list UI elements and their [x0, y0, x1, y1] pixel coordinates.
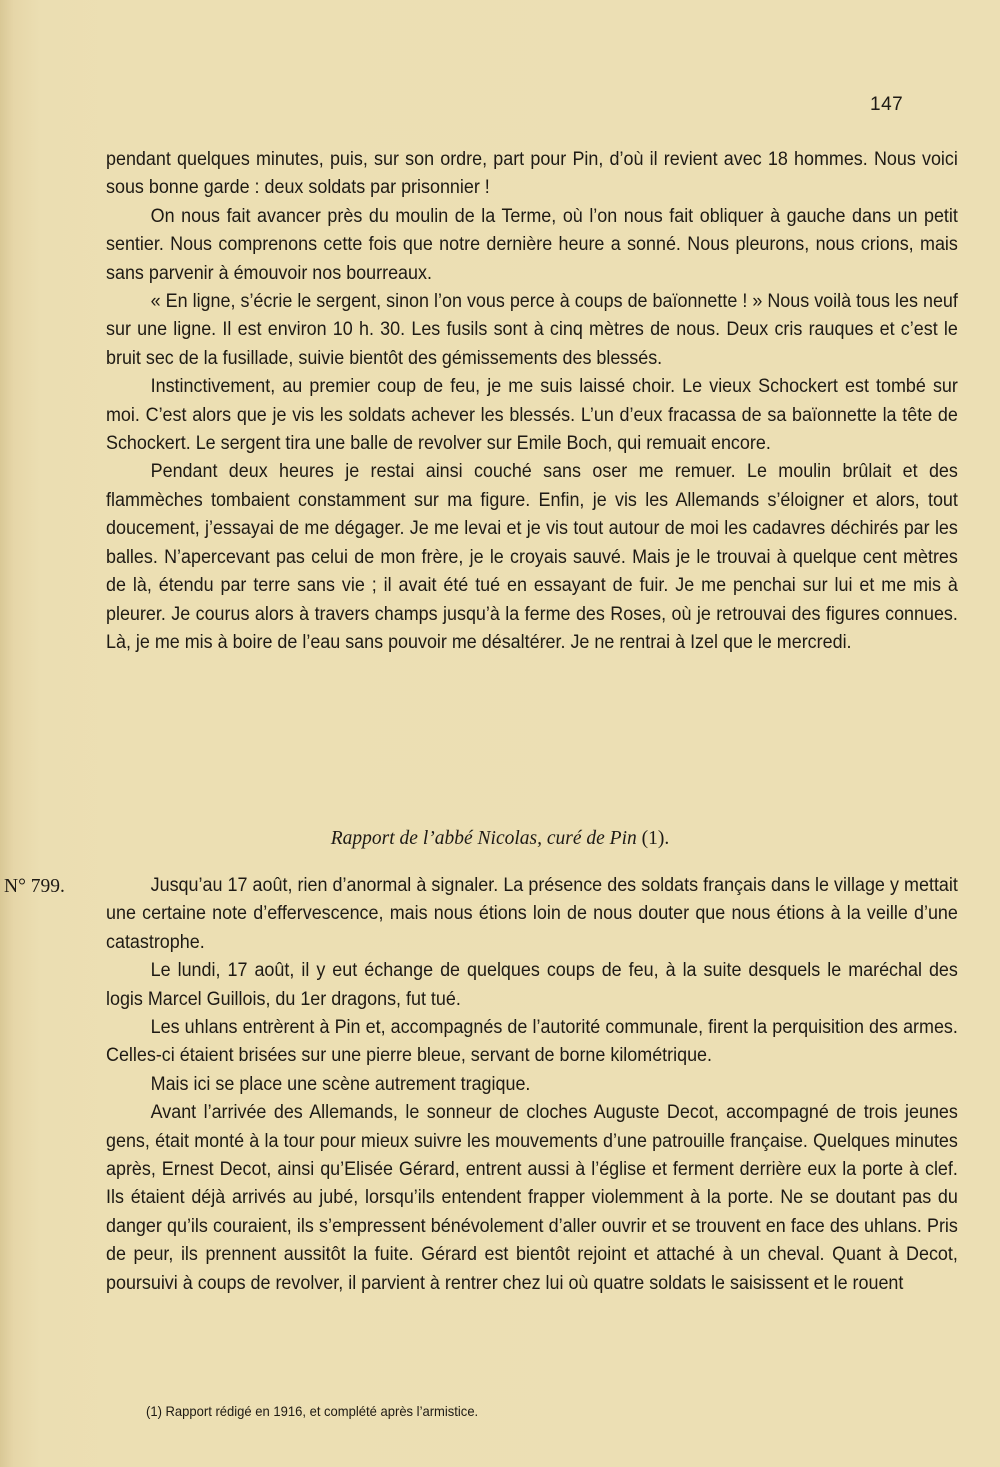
paragraph: Les uhlans entrèrent à Pin et, accompagnés de l’autorité communale, firent la perquisition des armes. Celles-ci étaient brisées sur une pierre bleue, servant de borne kilométrique.	[106, 1017, 958, 1067]
paragraph: On nous fait avancer près du moulin de la Terme, où l’on nous fait obliquer à gauche dans un petit sentier. Nous comprenons cette fois que notre dernière heure a sonné. Nous pleurons, nous crions, mais sans parvenir à émouvoir nos bourreaux.	[106, 205, 958, 284]
footnote-reference: (1).	[636, 828, 670, 849]
paragraph: Mais ici se place une scène autrement tragique.	[150, 1073, 531, 1095]
first-report-text	[106, 146, 958, 657]
paragraph: « En ligne, s’écrie le sergent, sinon l’on vous perce à coups de baïonnette ! » Nous voilà tous les neuf sur une ligne. Il est environ 10 h. 30. Les fusils sont à cinq mètres de nous. Deux cris rauques et c’est le bruit sec de la fusillade, suivie bientôt des gémissements des blessés.	[106, 291, 958, 369]
paragraph: Jusqu’au 17 août, rien d’anormal à signaler. La présence des soldats français dans le village y mettait une certaine note d’effervescence, mais nous étions loin de nous douter que nous étions à la veille d’une catastrophe.	[106, 875, 958, 953]
second-report-text	[106, 872, 958, 1298]
paragraph: Pendant deux heures je restai ainsi couché sans oser me remuer. Le moulin brûlait et des flammèches tombaient constamment sur ma figure. Enfin, je vis les Allemands s’éloigner et alors, tout doucement, j’essayai de me dégager. Je me levai et je vis tout autour de moi les cadavres déchirés par les balles. N’apercevant pas celui de mon frère, je le croyais sauvé. Mais je le trouvai à quelque cent mètres de là, étendu par terre sans vie ; il avait été tué en essayant de fuir. Je me penchai sur lui et me mis à pleurer. Je courus alors à travers champs jusqu’à la ferme des Roses, où je retrouvai des figures connues. Là, je me mis à boire de l’eau sans pouvoir me désaltérer. Je ne rentrai à Izel que le mercredi.	[106, 461, 958, 653]
paragraph: Avant l’arrivée des Allemands, le sonneur de cloches Auguste Decot, accompagné de trois jeunes gens, était monté à la tour pour mieux suivre les mouvements d’une patrouille française. Quelques minutes après, Ernest Decot, ainsi qu’Elisée Gérard, entrent aussi à l’église et ferment derrière eux la porte à clef. Ils étaient déjà arrivés au jubé, lorsqu’ils entendent frapper violemment à la porte. Ne se doutant pas du danger qu’ils couraient, ils s’empressent bénévolement d’aller ouvrir et se trouvent en face des uhlans. Pris de peur, ils prennent aussitôt la fuite. Gérard est bientôt rejoint et attaché à un cheval. Quant à Decot, poursuivi à coups de revolver, il parvient à rentrer chez lui où quatre soldats le saisissent et le rouent	[106, 1102, 958, 1294]
paragraph: Le lundi, 17 août, il y eut échange de quelques coups de feu, à la suite desquels le maréchal des logis Marcel Guillois, du 1er dragons, fut tué.	[106, 960, 958, 1010]
entry-number: N° 799.	[4, 876, 65, 897]
section-title-text: Rapport de l’abbé Nicolas, curé de Pin	[330, 828, 637, 849]
section-title	[0, 828, 1000, 850]
paragraph: pendant quelques minutes, puis, sur son ordre, part pour Pin, d’où il revient avec 18 hommes. Nous voici sous bonne garde : deux soldats par prisonnier !	[106, 149, 958, 199]
paragraph: Instinctivement, au premier coup de feu, je me suis laissé choir. Le vieux Schockert est tombé sur moi. C’est alors que je vis les soldats achever les blessés. L’un d’eux fracassa de sa baïonnette la tête de Schockert. Le sergent tira une balle de revolver sur Emile Boch, qui remuait encore.	[106, 376, 958, 455]
footnote: (1) Rapport rédigé en 1916, et complété après l’armistice.	[146, 1403, 479, 1419]
page-number: 147	[870, 94, 904, 115]
